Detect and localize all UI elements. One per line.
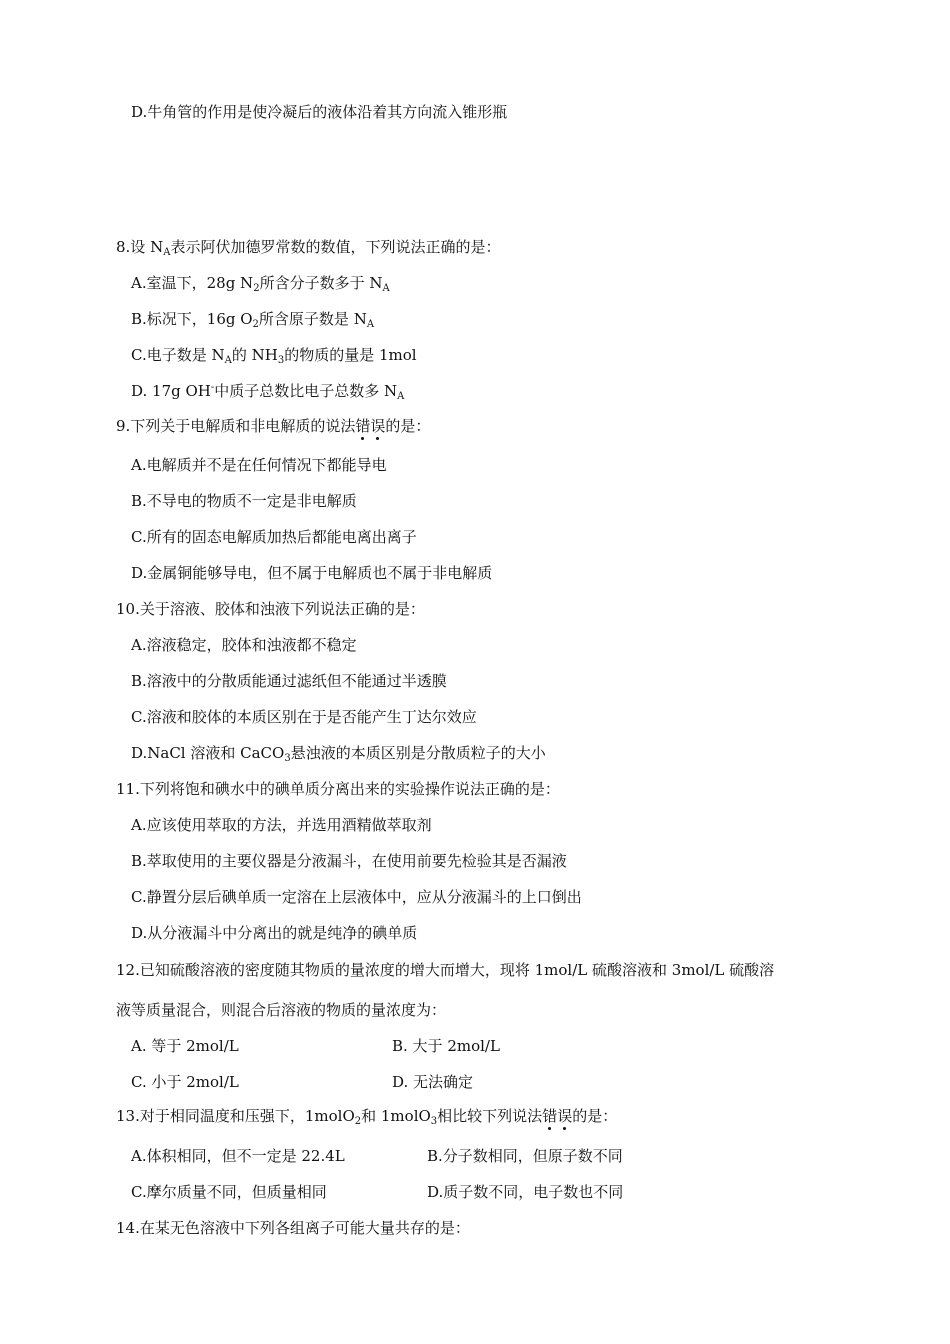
q13-option-b: B.分子数相同，但原子数不同	[427, 1147, 623, 1165]
q11-option-a: A.应该使用萃取的方法，并选用酒精做萃取剂	[131, 816, 432, 834]
q10-option-b: B.溶液中的分散质能通过滤纸但不能通过半透膜	[131, 672, 447, 690]
q11-option-c: C.静置分层后碘单质一定溶在上层液体中，应从分液漏斗的上口倒出	[131, 888, 582, 906]
q10-option-a: A.溶液稳定，胶体和浊液都不稳定	[131, 636, 357, 654]
q9-option-d: D.金属铜能够导电，但不属于电解质也不属于非电解质	[131, 564, 493, 582]
q8-option-c: C.电子数是 $N_A$的 $NH_3$的物质的量是 1mol	[131, 346, 417, 366]
emphasis-dot-char: 错	[542, 1107, 558, 1125]
q8-option-a: A.室温下，28g $N_2$所含分子数多于 $N_A$	[131, 274, 390, 294]
q8-option-b: B.标况下，16g $O_2$所含原子数是 $N_A$	[131, 310, 375, 330]
q12-option-c: C. 小于 2mol/L	[131, 1073, 239, 1091]
q8-stem: 8.设 $N_A$表示阿伏加德罗常数的数值，下列说法正确的是：	[116, 238, 501, 258]
q12-option-b: B. 大于 2mol/L	[392, 1037, 500, 1055]
q12-stem-line1: 12.已知硫酸溶液的密度随其物质的量浓度的增大而增大，现将 1mol/L 硫酸溶液和 3mol/L 硫酸溶	[116, 961, 775, 979]
q13-option-c: C.摩尔质量不同，但质量相同	[131, 1183, 327, 1201]
q9-option-b: B.不导电的物质不一定是非电解质	[131, 492, 357, 510]
q11-stem: 11.下列将饱和碘水中的碘单质分离出来的实验操作说法正确的是：	[116, 780, 560, 798]
emphasis-dot-char: 错	[355, 417, 371, 435]
q9-option-c: C.所有的固态电解质加热后都能电离出离子	[131, 528, 417, 546]
q13-option-d: D.质子数不同，电子数也不同	[427, 1183, 624, 1201]
q13-stem: 13.对于相同温度和压强下，1molO$_2$和 1molO$_3$相比较下列说法错误的是：	[116, 1107, 618, 1127]
q13-option-a: A.体积相同，但不一定是 22.4L	[131, 1147, 345, 1165]
emphasis-dot-char: 误	[557, 1107, 573, 1125]
q9-stem: 9.下列关于电解质和非电解质的说法错误的是：	[116, 417, 431, 435]
q14-stem: 14.在某无色溶液中下列各组离子可能大量共存的是：	[116, 1219, 470, 1237]
q11-option-b: B.萃取使用的主要仪器是分液漏斗，在使用前要先检验其是否漏液	[131, 852, 567, 870]
emphasis-dot-char: 误	[370, 417, 386, 435]
q11-option-d: D.从分液漏斗中分离出的就是纯净的碘单质	[131, 924, 418, 942]
q10-option-c: C.溶液和胶体的本质区别在于是否能产生丁达尔效应	[131, 708, 477, 726]
q10-stem: 10.关于溶液、胶体和浊液下列说法正确的是：	[116, 600, 425, 618]
q12-option-d: D. 无法确定	[392, 1073, 474, 1091]
q9-option-a: A.电解质并不是在任何情况下都能导电	[131, 456, 387, 474]
q8-option-d: D. 17g OH-中质子总数比电子总数多 $N_A$	[131, 382, 405, 402]
q12-option-a: A. 等于 2mol/L	[131, 1037, 239, 1055]
q12-stem-line2: 液等质量混合，则混合后溶液的物质的量浓度为：	[116, 1001, 447, 1019]
q10-option-d: D.NaCl 溶液和 CaCO$_3$悬浊液的本质区别是分散质粒子的大小	[131, 744, 546, 764]
q7-option-d: D.牛角管的作用是使冷凝后的液体沿着其方向流入锥形瓶	[131, 103, 508, 121]
